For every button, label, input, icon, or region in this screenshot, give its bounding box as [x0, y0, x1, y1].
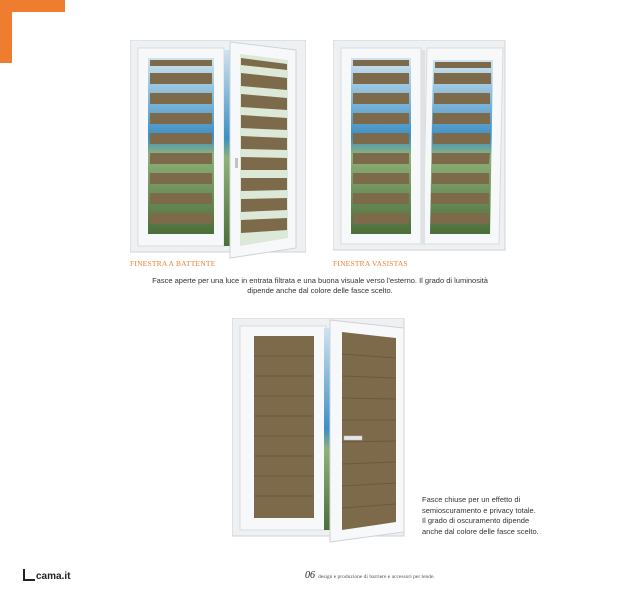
description-closed-line-4: anche dal colore delle fasce scelto. — [422, 526, 539, 536]
brand-logo-text: cama.it — [36, 571, 71, 582]
description-open-blinds — [118, 276, 522, 296]
caption-tilt-window: FINESTRA VASISTAS — [333, 259, 408, 268]
caption-casement-window: FINESTRA A BATTENTE — [130, 259, 216, 268]
description-closed-line-3: Il grado di oscuramento dipende — [422, 516, 530, 525]
brand-logo-mark — [23, 569, 35, 581]
description-open-line-2: dipende anche dal colore delle fasce scelto. — [247, 286, 393, 295]
description-closed-line-2: semioscuramento e privacy totale. — [422, 505, 536, 515]
page-footer — [305, 570, 435, 581]
page-number: 06 — [305, 570, 315, 581]
casement-window-photo — [130, 40, 306, 262]
tilt-window-photo — [333, 40, 509, 252]
brand-logo — [23, 569, 70, 582]
description-open-line-1: Fasce aperte per una luce in entrata filtrata e una buona visuale verso l'esterno. Il grado di luminosità — [152, 276, 488, 285]
corner-accent-vertical — [0, 0, 12, 63]
closed-blinds-window-photo — [232, 318, 410, 544]
description-closed-line-1: Fasce chiuse per un effetto di — [422, 495, 521, 504]
footer-text: design e produzione di barriere e accessori per tende. — [318, 574, 435, 580]
description-closed-blinds — [422, 495, 539, 537]
